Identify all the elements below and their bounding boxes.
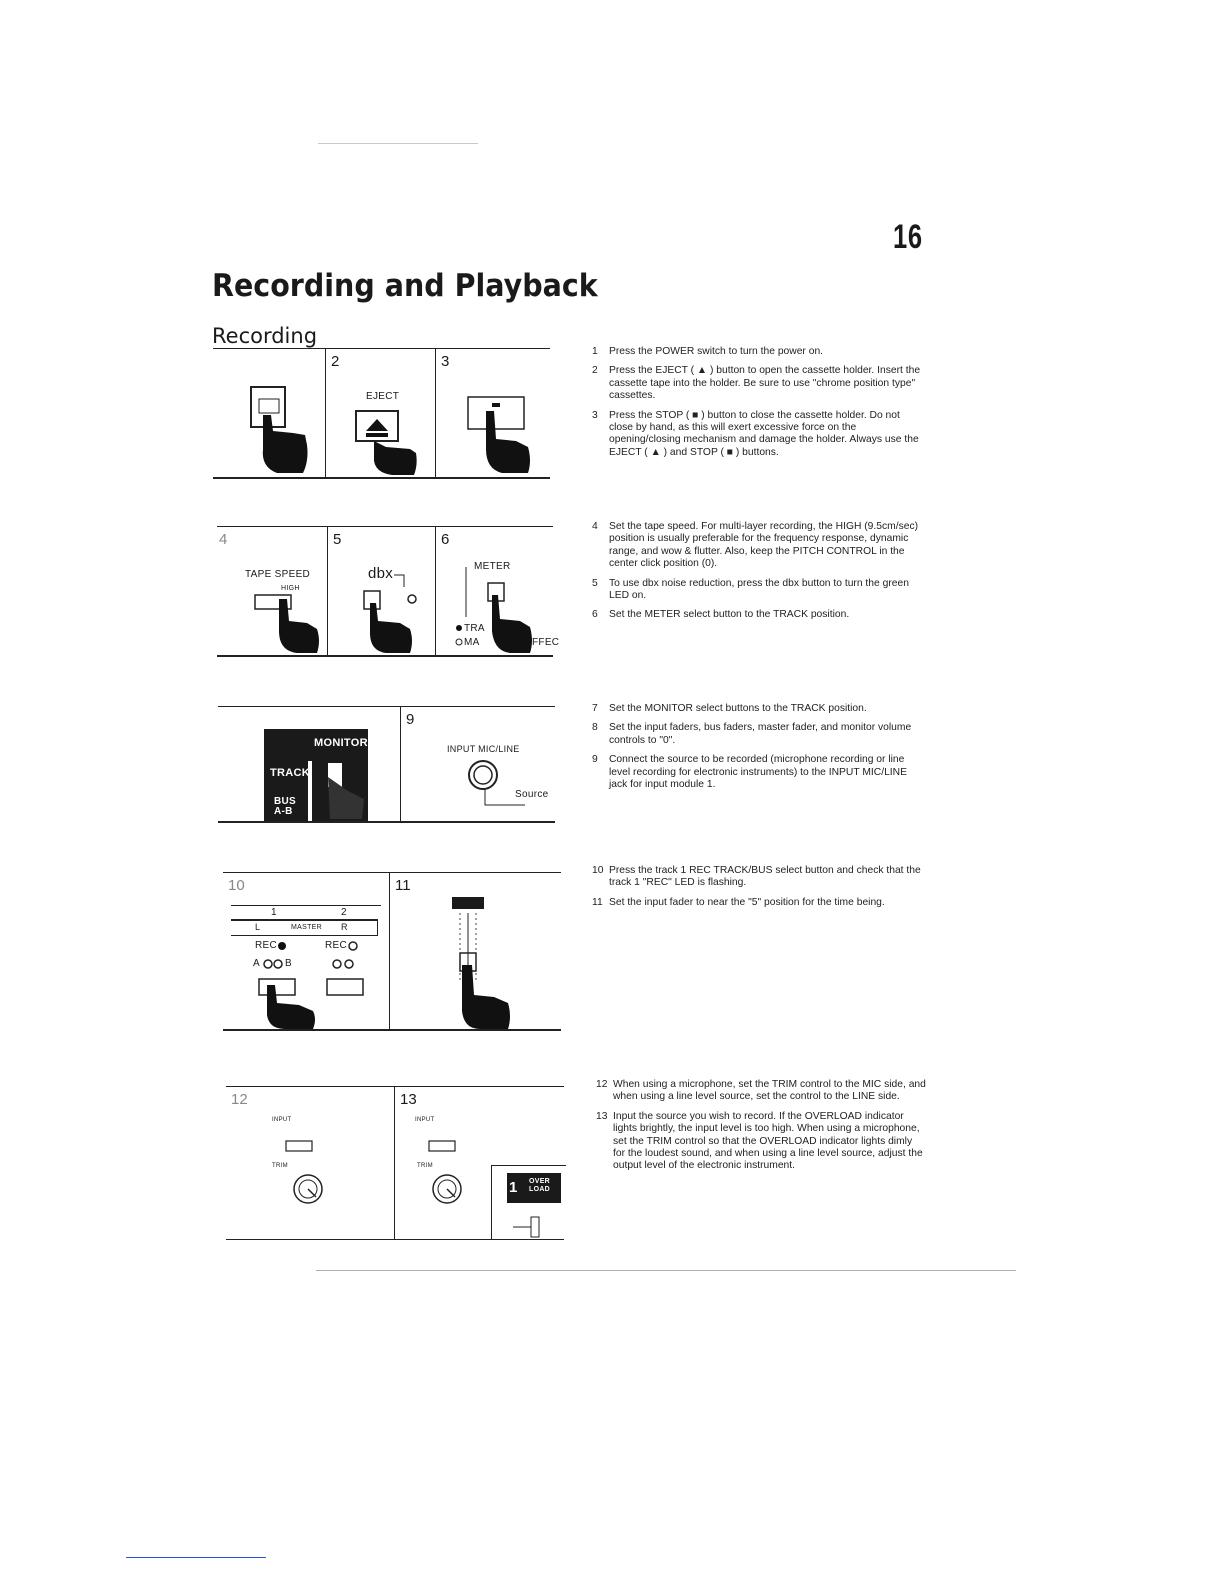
step-7: 7 Set the MONITOR select buttons to the TRACK position.	[592, 703, 867, 714]
step-11: 11 Set the input fader to near the "5" position for the time being.	[592, 896, 885, 908]
step-1: 1 Press the POWER switch to turn the power on.	[592, 346, 824, 357]
illustration-meter: 6 METER TRA MA FFEC	[435, 527, 554, 655]
step-13: 13 Input the source you wish to record. If the OVERLOAD indicator lights brightly, the input level is too high. When using a microphone, set the TRIM control so that the OVERLOAD indicator lights dimly for the loudest sound, and when using a line level source, adjust the output level of the electronic instrument.	[596, 1110, 923, 1172]
steps-group-2	[592, 521, 922, 629]
steps-group-3	[592, 703, 922, 798]
dbx-label: dbx	[368, 565, 394, 582]
tape-speed-switch-icon	[217, 527, 327, 655]
high-label: HIGH	[281, 585, 300, 592]
scan-mark	[318, 143, 478, 144]
input-mic-line-label: INPUT MIC/LINE	[447, 744, 520, 754]
step-5: 5 To use dbx noise reduction, press the dbx button to turn the green LED on.	[592, 577, 909, 602]
illustration-row-4	[223, 872, 561, 1031]
step-4: 4 Set the tape speed. For multi-layer recording, the HIGH (9.5cm/sec) position is usually preferable for the frequency response, dynamic range, and wow & flutter. Also, keep the PITCH CONTROL in the center click position (0).	[592, 521, 919, 570]
illustration-stop: 3	[435, 349, 551, 477]
meter-label: METER	[474, 561, 511, 572]
b-label: B	[285, 958, 292, 969]
illustration-row-5	[226, 1086, 564, 1240]
rec-1-label: REC	[255, 940, 278, 951]
illustration-input-jack: 9 INPUT MIC/LINE Source	[400, 707, 556, 821]
track-option-label: TRA	[464, 623, 485, 634]
input-fader-icon	[390, 873, 562, 1029]
input-label: INPUT	[415, 1117, 435, 1123]
illustration-eject: 2 EJECT	[325, 349, 436, 477]
illustration-monitor	[218, 707, 400, 821]
page-number: 16	[893, 218, 923, 256]
illustration-tape-speed: 4 TAPE SPEED HIGH	[217, 527, 327, 655]
steps-group-5	[596, 1079, 926, 1180]
overload-label: OVER LOAD	[529, 1178, 551, 1193]
step-8: 8 Set the input faders, bus faders, master fader, and monitor volume controls to "0".	[592, 722, 912, 746]
input-label: INPUT	[272, 1117, 292, 1123]
master-right-label: R	[341, 922, 348, 932]
effect-option-label: FFEC	[532, 637, 560, 648]
trim-knob-icon	[395, 1087, 565, 1239]
overload-channel-number: 1	[509, 1179, 518, 1196]
scan-mark	[316, 1270, 1016, 1271]
step-2: 2 Press the EJECT ( ▲ ) button to open the cassette holder. Insert the cassette tape into the holder. Be sure to use "chrome position type" cassettes.	[592, 365, 921, 402]
master-left-label: L	[255, 922, 261, 932]
step-6: 6 Set the METER select button to the TRACK position.	[592, 609, 850, 621]
rec-select-hand-icon	[223, 873, 389, 1029]
step-3: 3 Press the STOP ( ■ ) button to close the cassette holder. Do not close by hand, as this will exert excessive force on the opening/closing mechanism and damage the holder. Always use the EJECT ( ▲ ) and STOP ( ■ ) buttons.	[592, 409, 919, 458]
dbx-button-icon	[328, 527, 436, 655]
input-jack-icon	[401, 707, 556, 821]
illustration-input-fader: 11	[389, 873, 562, 1029]
illustration-rec-select: 10 1 2 L MASTER R REC REC A B	[223, 873, 389, 1029]
illustration-row-1	[213, 348, 550, 479]
section-heading: Recording	[212, 324, 318, 348]
track-label: TRACK	[270, 767, 310, 779]
rec-2-label: REC	[325, 940, 348, 951]
illustration-row-2	[217, 526, 560, 657]
channel-1-label: 1	[271, 907, 277, 918]
illustration-trim-mic: 12 INPUT TRIM	[226, 1087, 394, 1239]
bus-label: BUS A-B	[274, 796, 297, 817]
master-label: MASTER	[291, 924, 322, 931]
illustration-power	[213, 349, 325, 477]
page-title: Recording and Playback	[212, 268, 598, 304]
step-9: 9 Connect the source to be recorded (microphone recording or line level recording for electronic instruments) to the INPUT MIC/LINE jack for input module 1.	[592, 754, 907, 791]
trim-label: TRIM	[417, 1163, 433, 1169]
step-10: 10 Press the track 1 REC TRACK/BUS select button and check that the track 1 "REC" LED is flashing.	[592, 865, 921, 889]
trim-knob-icon	[226, 1087, 394, 1239]
illustration-row-3	[218, 706, 555, 823]
step-12: 12 When using a microphone, set the TRIM control to the MIC side, and when using a line level source, set the control to the LINE side.	[596, 1079, 926, 1103]
steps-group-4	[592, 865, 922, 916]
steps-group-1	[592, 346, 922, 466]
source-label: Source	[515, 789, 549, 800]
eject-button-icon	[326, 349, 436, 477]
cassette-button-illustration	[213, 349, 325, 477]
meter-button-icon	[436, 527, 554, 655]
illustration-dbx: 5 dbx	[327, 527, 436, 655]
page-footer-rule	[126, 1557, 266, 1558]
eject-label: EJECT	[366, 391, 400, 402]
stop-button-icon	[436, 349, 551, 477]
illustration-overload: 13 INPUT TRIM 1 OVER LOAD	[394, 1087, 565, 1239]
master-option-label: MA	[464, 637, 480, 648]
channel-2-label: 2	[341, 907, 347, 918]
a-label: A	[253, 958, 260, 969]
monitor-hand-icon	[218, 707, 400, 821]
tape-speed-label: TAPE SPEED	[245, 569, 311, 580]
monitor-label: MONITOR	[314, 737, 368, 749]
trim-label: TRIM	[272, 1163, 288, 1169]
